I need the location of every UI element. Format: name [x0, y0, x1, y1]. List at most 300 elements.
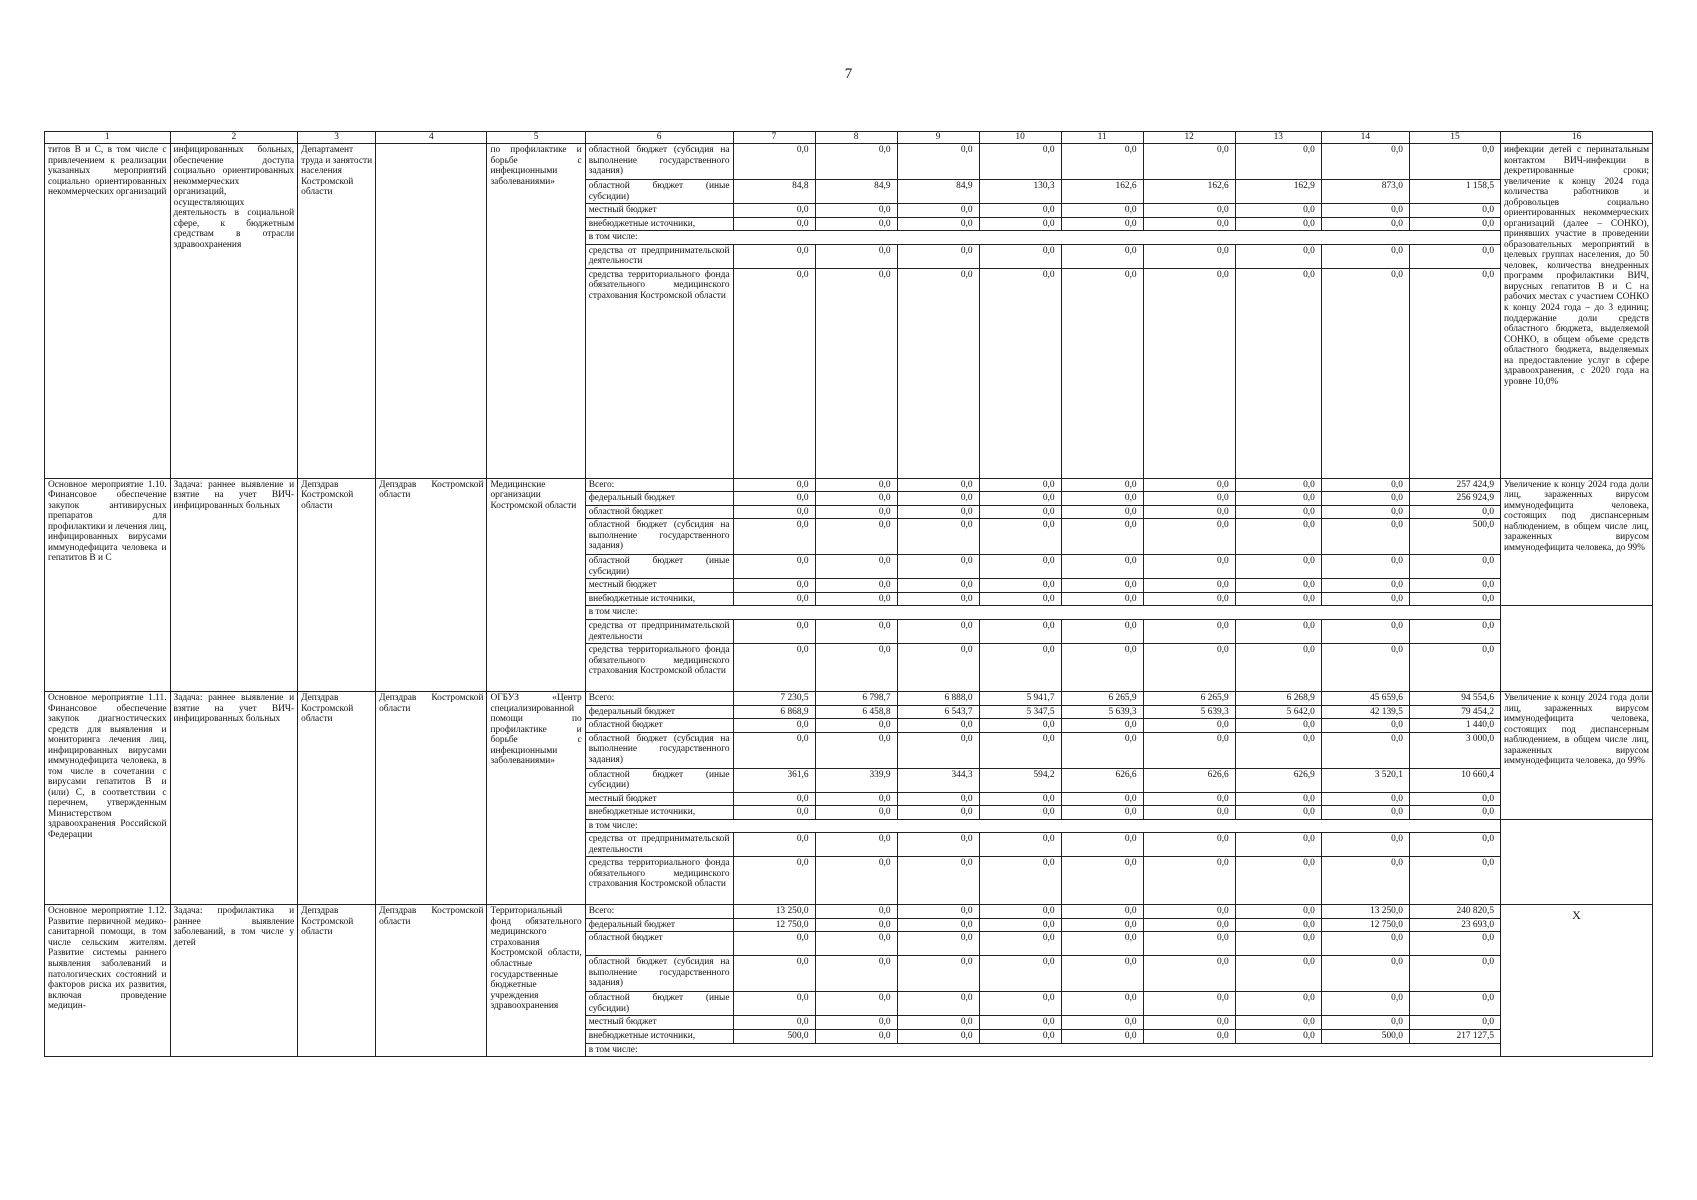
amount-cell: 0,0 [1321, 806, 1409, 820]
amount-cell: 0,0 [1409, 1016, 1500, 1030]
amount-cell: 0,0 [1235, 918, 1321, 932]
amount-cell: 0,0 [979, 619, 1061, 643]
amount-cell: 0,0 [1321, 833, 1409, 857]
amount-cell: 0,0 [1143, 905, 1235, 919]
amount-cell: 361,6 [733, 768, 815, 792]
amount-cell: 0,0 [733, 792, 815, 806]
amount-cell: 6 268,9 [1235, 692, 1321, 706]
amount-cell: 0,0 [815, 918, 897, 932]
amount-cell: 0,0 [897, 806, 979, 820]
amount-cell: 84,9 [815, 180, 897, 204]
amount-cell: 0,0 [1143, 644, 1235, 692]
amount-cell: 0,0 [733, 1016, 815, 1030]
amount-cell: 0,0 [979, 268, 1061, 478]
amount-cell: 0,0 [815, 519, 897, 555]
amount-cell: 10 660,4 [1409, 768, 1500, 792]
amount-cell: 0,0 [1235, 244, 1321, 268]
amount-cell: 0,0 [733, 592, 815, 606]
funding-source: областной бюджет (иные субсидии) [585, 555, 733, 579]
amount-cell: 626,6 [1143, 768, 1235, 792]
funding-source: внебюджетные источники, [585, 1030, 733, 1044]
funding-source: федеральный бюджет [585, 918, 733, 932]
measure-name: Основное мероприятие 1.11. Финансовое обеспечение закупок диагностических средств для выявления и мониторинга лечения лиц, инфицированных вирусами иммунодефицита человека, в том числе в сочетании с вирусами гепатитов В и (или) С, в соответствии с перечнем, утвержденным Министерством здравоохранения Российской Федерации [45, 692, 171, 905]
funding-source: областной бюджет (субсидия на выполнение государственного задания) [585, 144, 733, 180]
amount-cell: 0,0 [897, 857, 979, 905]
amount-cell: 0,0 [1143, 478, 1235, 492]
amount-cell: 0,0 [1235, 217, 1321, 231]
amount-cell: 3 520,1 [1321, 768, 1409, 792]
amount-cell: 0,0 [815, 579, 897, 593]
amount-cell: 0,0 [897, 204, 979, 218]
amount-cell: 0,0 [1061, 144, 1143, 180]
amount-cell: 0,0 [1143, 732, 1235, 768]
amount-cell: 0,0 [1409, 204, 1500, 218]
amount-cell: 0,0 [1409, 792, 1500, 806]
amount-cell: 0,0 [1321, 144, 1409, 180]
amount-cell: 0,0 [1235, 857, 1321, 905]
amount-cell: 0,0 [1061, 833, 1143, 857]
amount-cell: 0,0 [979, 592, 1061, 606]
funding-source: областной бюджет (субсидия на выполнение государственного задания) [585, 732, 733, 768]
amount-cell: 500,0 [1321, 1030, 1409, 1044]
amount-cell: 0,0 [1143, 555, 1235, 579]
amount-cell: 0,0 [897, 932, 979, 956]
amount-cell: 0,0 [815, 992, 897, 1016]
funding-source: в том числе: [585, 606, 1500, 620]
program-table [44, 131, 1653, 1057]
amount-cell: 626,9 [1235, 768, 1321, 792]
amount-cell: 0,0 [1321, 555, 1409, 579]
funding-source: Всего: [585, 905, 733, 919]
column-number: 3 [298, 132, 376, 144]
task: Задача: раннее выявление и взятие на учет ВИЧ-инфицированных больных [170, 478, 298, 691]
amount-cell: 0,0 [897, 555, 979, 579]
amount-cell: 0,0 [1409, 217, 1500, 231]
amount-cell: 0,0 [1321, 579, 1409, 593]
amount-cell: 0,0 [897, 268, 979, 478]
amount-cell: 0,0 [1143, 719, 1235, 733]
column-number: 5 [487, 132, 585, 144]
amount-cell: 0,0 [1143, 806, 1235, 820]
executor: Департамент труда и занятости населения Костромской области [298, 144, 376, 479]
amount-cell: 0,0 [815, 833, 897, 857]
amount-cell: 0,0 [1061, 932, 1143, 956]
amount-cell: 0,0 [733, 857, 815, 905]
expected-result: Х [1501, 905, 1653, 1057]
amount-cell: 0,0 [1143, 956, 1235, 992]
amount-cell: 500,0 [1409, 519, 1500, 555]
amount-cell: 0,0 [1235, 719, 1321, 733]
column-number: 7 [733, 132, 815, 144]
amount-cell: 1 440,0 [1409, 719, 1500, 733]
amount-cell: 0,0 [897, 1030, 979, 1044]
amount-cell: 0,0 [1143, 918, 1235, 932]
amount-cell: 13 250,0 [733, 905, 815, 919]
funding-row [45, 478, 1653, 492]
funding-row [45, 905, 1653, 919]
amount-cell: 0,0 [1235, 592, 1321, 606]
amount-cell: 0,0 [1143, 1016, 1235, 1030]
column-number: 1 [45, 132, 171, 144]
amount-cell: 0,0 [815, 592, 897, 606]
amount-cell: 0,0 [1235, 806, 1321, 820]
page-number: 7 [844, 66, 853, 82]
column-number: 13 [1235, 132, 1321, 144]
amount-cell: 0,0 [733, 992, 815, 1016]
amount-cell: 0,0 [733, 144, 815, 180]
amount-cell: 42 139,5 [1321, 705, 1409, 719]
amount-cell: 0,0 [979, 492, 1061, 506]
amount-cell: 0,0 [1235, 619, 1321, 643]
executor: Депздрав Костромской области [298, 692, 376, 905]
amount-cell: 0,0 [1321, 932, 1409, 956]
expected-result: Увеличение к концу 2024 года доли лиц, зараженных вирусом иммунодефицита человека, состоящих под диспансерным наблюдением, в общем числе лиц, зараженных вирусом иммунодефицита человека, до 99% [1501, 692, 1653, 820]
amount-cell: 3 000,0 [1409, 732, 1500, 768]
amount-cell: 0,0 [815, 619, 897, 643]
amount-cell: 84,8 [733, 180, 815, 204]
amount-cell: 0,0 [815, 806, 897, 820]
amount-cell: 0,0 [1409, 857, 1500, 905]
funding-source: средства территориального фонда обязательного медицинского страхования Костромской области [585, 268, 733, 478]
column-number: 14 [1321, 132, 1409, 144]
column-number: 8 [815, 132, 897, 144]
amount-cell: 5 941,7 [979, 692, 1061, 706]
amount-cell: 0,0 [1409, 505, 1500, 519]
amount-cell: 6 868,9 [733, 705, 815, 719]
amount-cell: 0,0 [733, 217, 815, 231]
amount-cell: 0,0 [1409, 555, 1500, 579]
amount-cell: 0,0 [1061, 905, 1143, 919]
participant: по профилактике и борьбе с инфекционными заболеваниями» [487, 144, 585, 479]
amount-cell: 0,0 [979, 833, 1061, 857]
funding-source: Всего: [585, 478, 733, 492]
amount-cell: 0,0 [979, 792, 1061, 806]
amount-cell: 0,0 [1143, 1030, 1235, 1044]
amount-cell: 0,0 [1061, 492, 1143, 506]
amount-cell: 0,0 [815, 1030, 897, 1044]
amount-cell: 0,0 [815, 555, 897, 579]
funding-source: областной бюджет (иные субсидии) [585, 992, 733, 1016]
amount-cell: 0,0 [733, 492, 815, 506]
amount-cell: 0,0 [979, 956, 1061, 992]
amount-cell: 0,0 [1143, 992, 1235, 1016]
amount-cell: 0,0 [815, 719, 897, 733]
amount-cell: 0,0 [1061, 592, 1143, 606]
amount-cell: 0,0 [1061, 956, 1143, 992]
amount-cell: 0,0 [1235, 1030, 1321, 1044]
amount-cell: 0,0 [1143, 144, 1235, 180]
amount-cell: 0,0 [1061, 792, 1143, 806]
amount-cell: 0,0 [733, 579, 815, 593]
amount-cell: 0,0 [1143, 833, 1235, 857]
amount-cell: 0,0 [1143, 204, 1235, 218]
amount-cell: 0,0 [1061, 268, 1143, 478]
empty-cell [1501, 606, 1653, 692]
amount-cell: 0,0 [1321, 992, 1409, 1016]
amount-cell: 0,0 [1321, 732, 1409, 768]
amount-cell: 0,0 [733, 932, 815, 956]
amount-cell: 594,2 [979, 768, 1061, 792]
expected-result: инфекции детей с перинатальным контактом ВИЧ-инфекции в декретированные сроки; увеличение к концу 2024 года количества работников и добровольцев социально ориентированных некоммерческих организаций (далее – СОНКО), принявших участие в проведении образовательных мероприятий в целевых группах населения, до 50 человек, количества внедренных программ профилактики ВИЧ, вирусных гепатитов В и С на рабочих местах с участием СОНКО к концу 2024 года – до 3 единиц; поддержание доли средств областного бюджета, выделяемой СОНКО, в общем объеме средств областного бюджета, выделяемых на предоставление услуг в сфере здравоохранения, с 2020 года на уровне 10,0% [1501, 144, 1653, 479]
funding-source: местный бюджет [585, 579, 733, 593]
amount-cell: 344,3 [897, 768, 979, 792]
amount-cell: 0,0 [897, 579, 979, 593]
amount-cell: 0,0 [1143, 932, 1235, 956]
amount-cell: 257 424,9 [1409, 478, 1500, 492]
amount-cell: 0,0 [1321, 244, 1409, 268]
amount-cell: 0,0 [1143, 268, 1235, 478]
column-number: 4 [376, 132, 487, 144]
amount-cell: 0,0 [979, 806, 1061, 820]
amount-cell: 0,0 [1061, 519, 1143, 555]
amount-cell: 0,0 [1321, 792, 1409, 806]
amount-cell: 162,9 [1235, 180, 1321, 204]
measure-name: титов В и С, в том числе с привлечением к реализации указанных мероприятий социально ориентированных некоммерческих организаций [45, 144, 171, 479]
amount-cell: 0,0 [733, 478, 815, 492]
amount-cell: 0,0 [979, 505, 1061, 519]
amount-cell: 0,0 [1235, 204, 1321, 218]
amount-cell: 5 347,5 [979, 705, 1061, 719]
funding-source: средства территориального фонда обязательного медицинского страхования Костромской области [585, 857, 733, 905]
funding-source: средства от предпринимательской деятельности [585, 619, 733, 643]
column-number: 6 [585, 132, 733, 144]
funding-source: Всего: [585, 692, 733, 706]
amount-cell: 0,0 [1061, 992, 1143, 1016]
participant: ОГБУЗ «Центр специализированной помощи по профилактике и борьбе с инфекционными заболеваниями» [487, 692, 585, 905]
amount-cell: 0,0 [979, 732, 1061, 768]
column-number: 9 [897, 132, 979, 144]
funding-source: федеральный бюджет [585, 705, 733, 719]
amount-cell: 45 659,6 [1321, 692, 1409, 706]
amount-cell: 130,3 [979, 180, 1061, 204]
column-number: 11 [1061, 132, 1143, 144]
participant: Территориальный фонд обязательного медицинского страхования Костромской области, областные государственные бюджетные учреждения здравоохранения [487, 905, 585, 1057]
amount-cell: 0,0 [1321, 492, 1409, 506]
amount-cell: 0,0 [1409, 833, 1500, 857]
amount-cell: 0,0 [897, 519, 979, 555]
funding-row [45, 692, 1653, 706]
coexecutor [376, 144, 487, 479]
measure-name: Основное мероприятие 1.10. Финансовое обеспечение закупок антивирусных препаратов для профилактики и лечения лиц, инфицированных вирусами иммунодефицита человека и гепатитов В и С [45, 478, 171, 691]
amount-cell: 12 750,0 [1321, 918, 1409, 932]
amount-cell: 6 798,7 [815, 692, 897, 706]
amount-cell: 0,0 [979, 905, 1061, 919]
column-number: 15 [1409, 132, 1500, 144]
task: Задача: профилактика и раннее выявление заболеваний, в том числе у детей [170, 905, 298, 1057]
amount-cell: 0,0 [1143, 244, 1235, 268]
amount-cell: 0,0 [979, 478, 1061, 492]
column-number: 12 [1143, 132, 1235, 144]
amount-cell: 0,0 [733, 956, 815, 992]
amount-cell: 0,0 [1061, 217, 1143, 231]
participant: Медицинские организации Костромской области [487, 478, 585, 691]
amount-cell: 0,0 [1061, 204, 1143, 218]
amount-cell: 0,0 [733, 806, 815, 820]
amount-cell: 0,0 [1061, 1016, 1143, 1030]
amount-cell: 0,0 [979, 918, 1061, 932]
amount-cell: 0,0 [1061, 644, 1143, 692]
amount-cell: 0,0 [1235, 478, 1321, 492]
amount-cell: 0,0 [1143, 792, 1235, 806]
column-number-row [45, 132, 1653, 144]
amount-cell: 0,0 [815, 478, 897, 492]
amount-cell: 0,0 [815, 492, 897, 506]
funding-source: внебюджетные источники, [585, 592, 733, 606]
amount-cell: 13 250,0 [1321, 905, 1409, 919]
amount-cell: 23 693,0 [1409, 918, 1500, 932]
amount-cell: 0,0 [733, 719, 815, 733]
amount-cell: 0,0 [815, 204, 897, 218]
amount-cell: 0,0 [1321, 719, 1409, 733]
amount-cell: 0,0 [979, 719, 1061, 733]
amount-cell: 0,0 [1061, 1030, 1143, 1044]
amount-cell: 0,0 [1143, 592, 1235, 606]
funding-source: внебюджетные источники, [585, 806, 733, 820]
amount-cell: 0,0 [979, 644, 1061, 692]
amount-cell: 0,0 [897, 918, 979, 932]
amount-cell: 0,0 [1235, 268, 1321, 478]
amount-cell: 0,0 [733, 244, 815, 268]
amount-cell: 0,0 [979, 204, 1061, 218]
amount-cell: 0,0 [815, 1016, 897, 1030]
amount-cell: 0,0 [979, 244, 1061, 268]
amount-cell: 0,0 [979, 1016, 1061, 1030]
amount-cell: 0,0 [1409, 806, 1500, 820]
amount-cell: 0,0 [815, 857, 897, 905]
amount-cell: 0,0 [1409, 932, 1500, 956]
amount-cell: 84,9 [897, 180, 979, 204]
amount-cell: 0,0 [733, 505, 815, 519]
amount-cell: 0,0 [1321, 619, 1409, 643]
amount-cell: 0,0 [1061, 579, 1143, 593]
amount-cell: 0,0 [733, 268, 815, 478]
funding-source: федеральный бюджет [585, 492, 733, 506]
amount-cell: 0,0 [1235, 505, 1321, 519]
funding-source: в том числе: [585, 1043, 1500, 1057]
executor: Депздрав Костромской области [298, 905, 376, 1057]
funding-source: местный бюджет [585, 1016, 733, 1030]
funding-source: средства территориального фонда обязательного медицинского страхования Костромской области [585, 644, 733, 692]
amount-cell: 0,0 [897, 217, 979, 231]
amount-cell: 0,0 [733, 204, 815, 218]
amount-cell: 0,0 [733, 519, 815, 555]
amount-cell: 6 265,9 [1143, 692, 1235, 706]
funding-row [45, 144, 1653, 180]
amount-cell: 0,0 [815, 144, 897, 180]
amount-cell: 6 888,0 [897, 692, 979, 706]
amount-cell: 0,0 [733, 619, 815, 643]
funding-source: средства от предпринимательской деятельности [585, 833, 733, 857]
amount-cell: 1 158,5 [1409, 180, 1500, 204]
amount-cell: 0,0 [897, 619, 979, 643]
amount-cell: 0,0 [1143, 505, 1235, 519]
amount-cell: 0,0 [815, 932, 897, 956]
amount-cell: 0,0 [897, 505, 979, 519]
amount-cell: 0,0 [1143, 579, 1235, 593]
funding-source: местный бюджет [585, 792, 733, 806]
amount-cell: 0,0 [979, 144, 1061, 180]
funding-source: областной бюджет (субсидия на выполнение государственного задания) [585, 956, 733, 992]
amount-cell: 217 127,5 [1409, 1030, 1500, 1044]
coexecutor: Депздрав Костромской области [376, 692, 487, 905]
amount-cell: 0,0 [1061, 244, 1143, 268]
amount-cell: 0,0 [1061, 505, 1143, 519]
amount-cell: 0,0 [1409, 244, 1500, 268]
amount-cell: 0,0 [1143, 857, 1235, 905]
amount-cell: 0,0 [815, 732, 897, 768]
amount-cell: 0,0 [897, 719, 979, 733]
amount-cell: 626,6 [1061, 768, 1143, 792]
amount-cell: 0,0 [979, 519, 1061, 555]
amount-cell: 162,6 [1143, 180, 1235, 204]
funding-source: в том числе: [585, 819, 1500, 833]
funding-source: областной бюджет [585, 932, 733, 956]
funding-source: местный бюджет [585, 204, 733, 218]
amount-cell: 0,0 [897, 905, 979, 919]
amount-cell: 0,0 [979, 217, 1061, 231]
amount-cell: 0,0 [1321, 644, 1409, 692]
expected-result: Увеличение к концу 2024 года доли лиц, зараженных вирусом иммунодефицита человека, состоящих под диспансерным наблюдением, в общем числе лиц, зараженных вирусом иммунодефицита человека, до 99% [1501, 478, 1653, 606]
amount-cell: 0,0 [897, 592, 979, 606]
amount-cell: 240 820,5 [1409, 905, 1500, 919]
amount-cell: 0,0 [1235, 932, 1321, 956]
amount-cell: 0,0 [1061, 478, 1143, 492]
executor: Депздрав Костромской области [298, 478, 376, 691]
amount-cell: 12 750,0 [733, 918, 815, 932]
amount-cell: 0,0 [1409, 992, 1500, 1016]
column-number: 10 [979, 132, 1061, 144]
amount-cell: 6 543,7 [897, 705, 979, 719]
funding-source: средства от предпринимательской деятельности [585, 244, 733, 268]
task: Задача: раннее выявление и взятие на учет ВИЧ-инфицированных больных [170, 692, 298, 905]
amount-cell: 0,0 [1235, 644, 1321, 692]
amount-cell: 6 265,9 [1061, 692, 1143, 706]
amount-cell: 0,0 [1321, 478, 1409, 492]
amount-cell: 873,0 [1321, 180, 1409, 204]
amount-cell: 0,0 [1409, 619, 1500, 643]
amount-cell: 0,0 [815, 505, 897, 519]
amount-cell: 0,0 [1235, 579, 1321, 593]
amount-cell: 0,0 [1409, 579, 1500, 593]
amount-cell: 0,0 [1409, 956, 1500, 992]
amount-cell: 0,0 [815, 792, 897, 806]
amount-cell: 0,0 [733, 644, 815, 692]
amount-cell: 0,0 [979, 932, 1061, 956]
amount-cell: 0,0 [1409, 592, 1500, 606]
amount-cell: 0,0 [897, 244, 979, 268]
amount-cell: 0,0 [1061, 619, 1143, 643]
amount-cell: 0,0 [815, 244, 897, 268]
amount-cell: 0,0 [815, 956, 897, 992]
coexecutor: Депздрав Костромской области [376, 905, 487, 1057]
amount-cell: 0,0 [1235, 905, 1321, 919]
amount-cell: 5 639,3 [1143, 705, 1235, 719]
amount-cell: 0,0 [1235, 519, 1321, 555]
amount-cell: 0,0 [1321, 592, 1409, 606]
amount-cell: 0,0 [897, 492, 979, 506]
coexecutor: Депздрав Костромской области [376, 478, 487, 691]
amount-cell: 0,0 [1143, 492, 1235, 506]
amount-cell: 0,0 [1235, 555, 1321, 579]
amount-cell: 0,0 [897, 644, 979, 692]
amount-cell: 0,0 [897, 833, 979, 857]
funding-source: областной бюджет (иные субсидии) [585, 180, 733, 204]
amount-cell: 0,0 [815, 905, 897, 919]
amount-cell: 0,0 [1321, 857, 1409, 905]
amount-cell: 0,0 [1061, 806, 1143, 820]
amount-cell: 0,0 [1061, 555, 1143, 579]
amount-cell: 0,0 [897, 1016, 979, 1030]
